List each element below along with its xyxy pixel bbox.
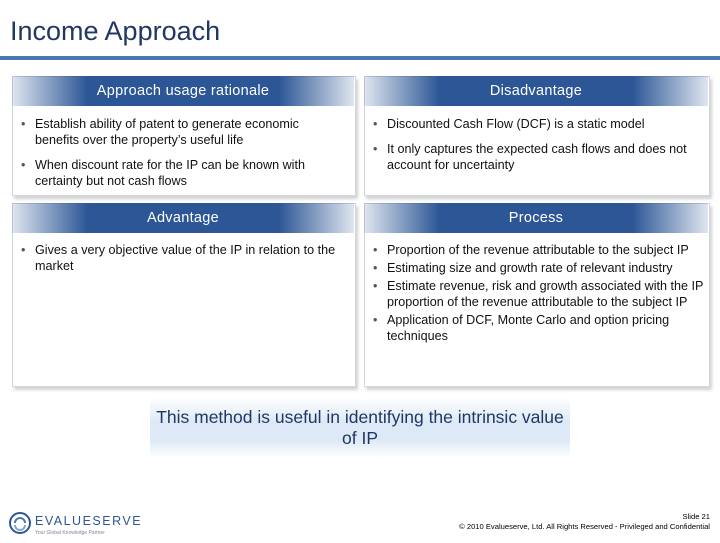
slide-number: Slide 21 (682, 512, 710, 521)
rationale-list (18, 116, 344, 189)
title-divider (0, 56, 720, 60)
list-item: • Gives a very objective value of the IP in relation to the market (18, 242, 348, 274)
list-item: • Estimating size and growth rate of relevant industry (370, 260, 706, 276)
disadvantage-header: Disadvantage (364, 76, 708, 106)
list-item: • Proportion of the revenue attributable to the subject IP (370, 242, 706, 258)
list-item: • It only captures the expected cash flows and does not account for uncertainty (370, 141, 700, 173)
summary-callout (150, 398, 570, 458)
list-item: • Estimate revenue, risk and growth associated with the IP proportion of the revenue attributable to the subject IP (370, 278, 706, 310)
evalueserve-logo-icon (8, 508, 148, 538)
list-item: • Discounted Cash Flow (DCF) is a static model (370, 116, 700, 132)
slide-footer (459, 512, 710, 532)
process-list (370, 242, 706, 344)
disadvantage-list (370, 116, 700, 173)
advantage-list (18, 242, 348, 274)
list-item: • Establish ability of patent to generate economic benefits over the property’s useful life (18, 116, 344, 148)
rationale-header: Approach usage rationale (12, 76, 354, 106)
evalueserve-logo (8, 508, 148, 538)
process-header: Process (364, 203, 708, 233)
logo-wordmark: EVALUESERVE (35, 514, 143, 528)
list-item: • Application of DCF, Monte Carlo and option pricing techniques (370, 312, 706, 344)
advantage-header: Advantage (12, 203, 354, 233)
copyright-text: © 2010 Evalueserve, Ltd. All Rights Reserved - Privileged and Confidential (459, 522, 710, 531)
callout-text: This method is useful in identifying the intrinsic value of IP (156, 407, 564, 448)
logo-tagline: Your Global Knowledge Partner (35, 530, 105, 536)
list-item: • When discount rate for the IP can be known with certainty but not cash flows (18, 157, 344, 189)
slide-title: Income Approach (10, 16, 221, 46)
